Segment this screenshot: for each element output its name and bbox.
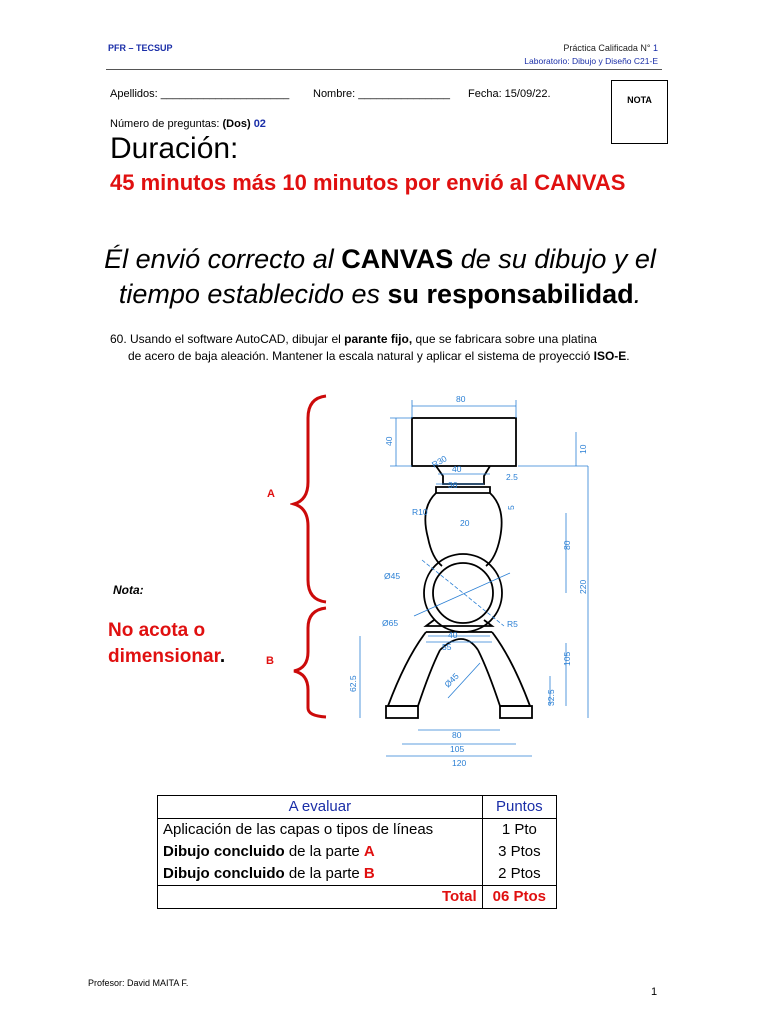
- dim-36: 36: [448, 480, 458, 490]
- top-block: [412, 418, 516, 466]
- table-row: [158, 819, 557, 842]
- table-row: [158, 841, 557, 863]
- dimension-texts: [348, 394, 588, 768]
- dim-40-neck: 40: [452, 464, 462, 474]
- question-line-1: [110, 332, 597, 346]
- question-count-number: 02: [253, 118, 266, 130]
- table-row: [158, 863, 557, 886]
- dim-80-vert: 80: [562, 540, 572, 550]
- neck-plate: [436, 487, 490, 493]
- row-bold: Dibujo concluido: [163, 865, 285, 882]
- notice-canvas: CANVAS: [341, 244, 454, 274]
- row-part: B: [363, 865, 375, 882]
- dim-120-bottom: 120: [452, 758, 467, 768]
- part-b-label: B: [266, 655, 274, 667]
- apellidos-field: Apellidos: _____________________: [110, 88, 290, 100]
- row-points: 2 Ptos: [482, 863, 556, 886]
- left-foot: [386, 706, 418, 718]
- right-arm: [486, 493, 502, 566]
- dim-dia-45-lower: Ø45: [442, 670, 461, 690]
- dim-55: 55: [442, 642, 452, 652]
- notice-text-1c: de su dibujo y el: [453, 244, 656, 274]
- ring-inner: [433, 563, 493, 623]
- dim-5: 5: [506, 505, 516, 510]
- question-count-words: (Dos): [222, 118, 251, 130]
- question-text-2-end: .: [626, 349, 630, 363]
- dim-40-lower: 40: [448, 630, 458, 640]
- dim-10: 10: [578, 444, 588, 454]
- row-text: de la parte: [284, 843, 364, 860]
- dim-105-vert: 105: [562, 651, 572, 666]
- duration-detail: 45 minutos más 10 minutos por envió al CANVAS: [110, 170, 626, 195]
- question-part-name: parante fijo,: [344, 332, 413, 346]
- page-number: 1: [651, 986, 658, 998]
- dim-220: 220: [578, 579, 588, 594]
- duration-title: Duración:: [110, 132, 239, 165]
- nombre-field: Nombre: _______________: [313, 88, 451, 100]
- dim-r30: R30: [430, 453, 449, 470]
- note-line-2: dimensionar: [108, 646, 220, 667]
- part-a-label: A: [267, 488, 275, 500]
- row-text: de la parte: [284, 865, 364, 882]
- grade-box: NOTA: [611, 80, 668, 144]
- header-divider: [106, 69, 662, 70]
- question-text-2: de acero de baja aleación. Mantener la escala natural y aplicar el sistema de proyecció: [128, 349, 594, 363]
- total-value: [482, 886, 556, 909]
- total-value-text: 06 Ptos: [492, 888, 547, 905]
- dim-105-bottom: 105: [450, 744, 465, 754]
- left-arm: [425, 493, 442, 566]
- row-points: 1 Pto: [482, 819, 556, 842]
- projection-system: ISO-E: [593, 349, 627, 363]
- question-line-2: [128, 349, 630, 363]
- notice-text-1a: Él envió correcto al: [104, 244, 342, 274]
- fecha-field: Fecha: 15/09/22.: [468, 88, 551, 100]
- header-exam-title: [563, 43, 658, 53]
- row-item: [158, 841, 483, 863]
- row-item: [158, 819, 483, 842]
- total-label-text: Total: [441, 888, 477, 905]
- note-line-1: No acota o: [108, 620, 206, 641]
- note-label: Nota:: [113, 583, 144, 597]
- dim-20: 20: [460, 518, 470, 528]
- header-exam-label: Práctica Calificada N°: [563, 43, 651, 53]
- header-institution: PFR – TECSUP: [108, 43, 173, 53]
- evaluation-table: [157, 795, 557, 909]
- footer-professor: Profesor: David MAITA F.: [88, 978, 189, 988]
- header-item: A evaluar: [158, 796, 483, 819]
- dim-40-left: 40: [384, 436, 394, 446]
- brace-a: [294, 396, 326, 602]
- total-label: [158, 886, 483, 909]
- part-outline: [386, 418, 532, 718]
- header-course: Laboratorio: Dibujo y Diseño C21-E: [524, 56, 658, 66]
- ring-outer: [424, 554, 502, 632]
- technical-drawing: [340, 388, 610, 773]
- dim-dia-65: Ø65: [382, 618, 399, 628]
- header-exam-number: 1: [652, 43, 658, 53]
- notice-text-2c: .: [633, 279, 642, 309]
- neck: [436, 466, 490, 484]
- brace-b: [294, 608, 326, 717]
- submission-notice: [80, 242, 680, 312]
- question-text-end: que se fabricara sobre una platina: [412, 332, 597, 346]
- row-item: [158, 863, 483, 886]
- dim-dia-45: Ø45: [384, 571, 401, 581]
- notice-text-2a: tiempo establecido es: [118, 279, 388, 309]
- right-leg: [478, 632, 530, 706]
- no-dimension-note: [108, 618, 225, 670]
- table-total-row: [158, 886, 557, 909]
- question-text: 60. Usando el software AutoCAD, dibujar el: [110, 332, 345, 346]
- row-bold: Dibujo concluido: [163, 843, 285, 860]
- row-text: Aplicación de las capas o tipos de líneas: [163, 821, 434, 838]
- dim-r5: R5: [507, 619, 518, 629]
- header-points: Puntos: [482, 796, 556, 819]
- note-dot: .: [219, 646, 226, 667]
- dim-2-5: 2.5: [506, 472, 518, 482]
- dim-80-top: 80: [456, 394, 466, 404]
- table-header: [158, 796, 557, 819]
- left-leg: [388, 632, 440, 706]
- question-count-label: Número de preguntas:: [110, 118, 220, 130]
- part-braces: [290, 390, 340, 720]
- dim-62-5: 62.5: [348, 675, 358, 692]
- notice-responsibility: su responsabilidad: [387, 279, 634, 309]
- dim-32-5: 32.5: [546, 689, 556, 706]
- row-points: 3 Ptos: [482, 841, 556, 863]
- row-part: A: [363, 843, 375, 860]
- question-count: [110, 118, 266, 130]
- dim-80-bottom: 80: [452, 730, 462, 740]
- dim-r10: R10: [412, 507, 428, 517]
- right-foot: [500, 706, 532, 718]
